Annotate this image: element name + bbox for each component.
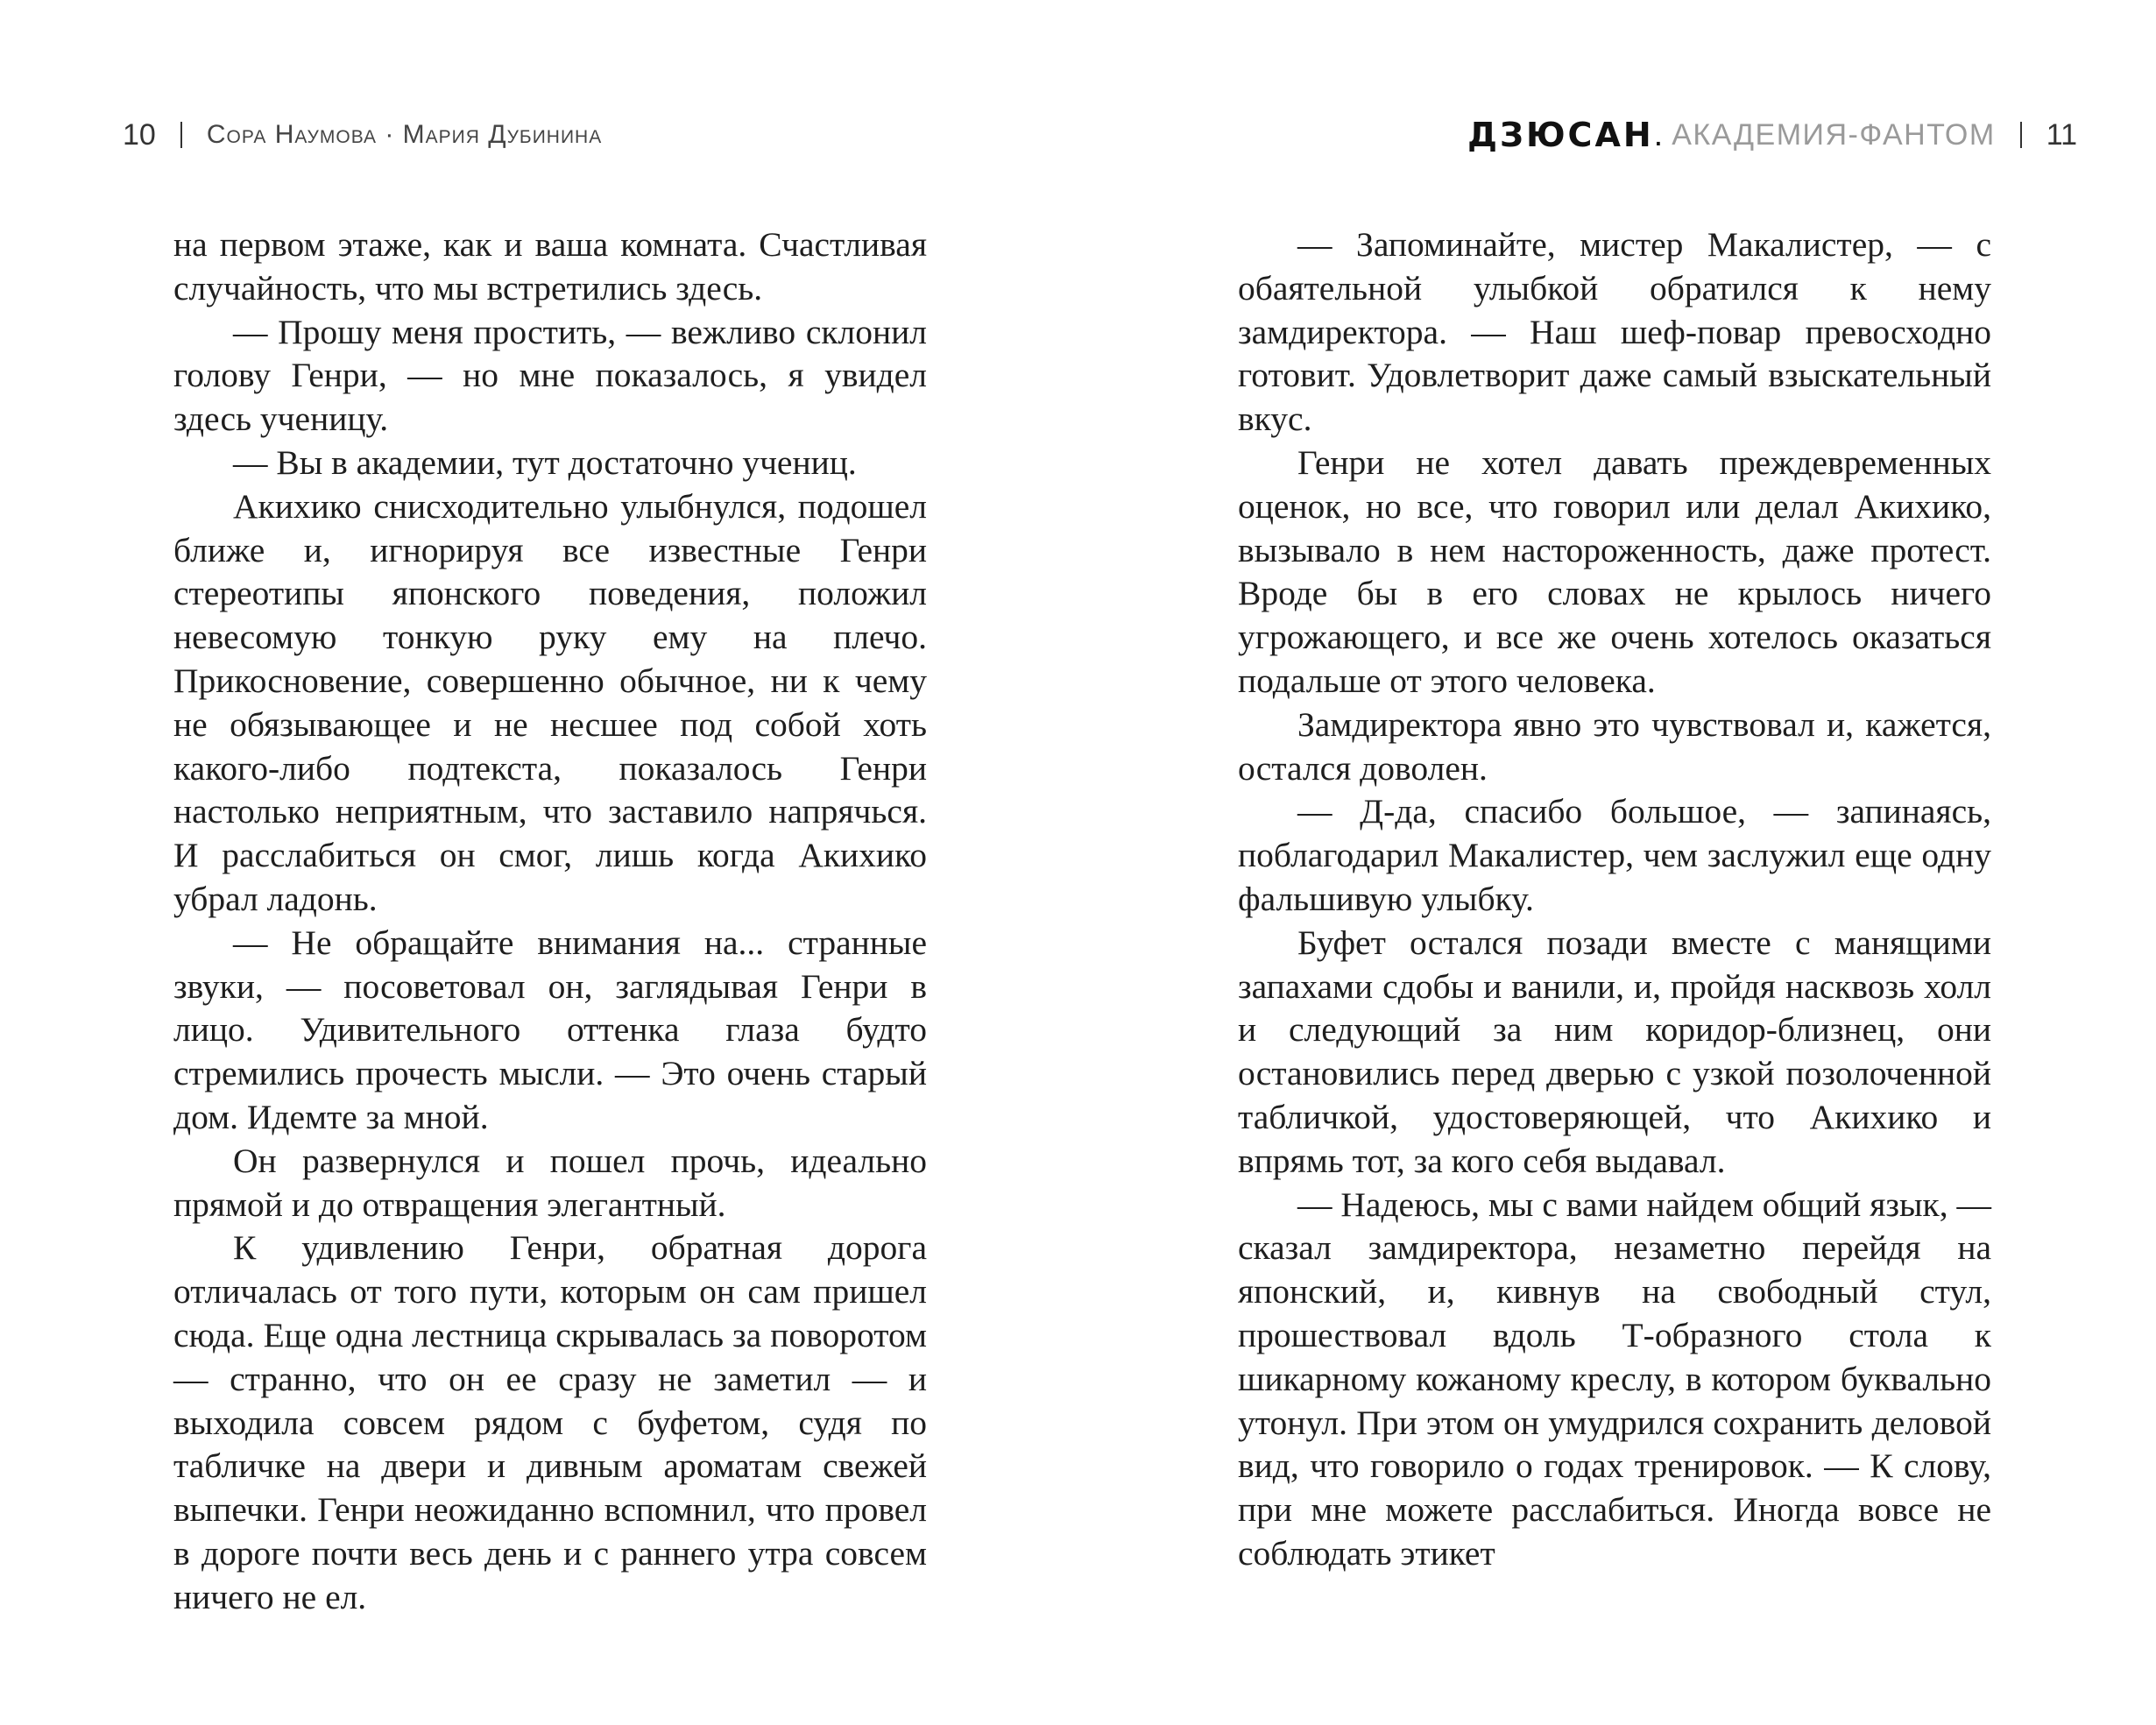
paragraph: — Д-да, спасибо большое, — запинаясь, поблагодарил Макалистер, чем заслужил еще одну фальшивую улыбку.	[1238, 792, 1991, 918]
page-number: 11	[2046, 117, 2077, 152]
paragraph: на первом этаже, как и ваша комната. Счастливая случайность, что мы встретились здесь.	[173, 225, 927, 308]
paragraph: К удивлению Генри, обратная дорога отличалась от того пути, которым он сам пришел сюда. Еще одна лестница скрывалась за поворотом — странно, что он ее сразу не заметил — и выходила совсем рядом с буфетом, судя по табличке на двери и дивным ароматам свежей выпечки. Генри неожиданно вспомнил, что провел в дороге почти весь день и с раннего утра совсем ничего не ел.	[173, 1228, 927, 1616]
book-title: ДЗЮСАН	[1467, 116, 1654, 154]
paragraph: — Вы в академии, тут достаточно учениц.	[233, 442, 857, 482]
paragraph: Акихико снисходительно улыбнулся, подошел ближе и, игнорируя все известные Генри стереотипы японского поведения, положил невесомую тонкую руку ему на плечо. Прикосновение, совершенно обычное, ни к чему не обязывающее и не несшее под собой хоть какого-либо подтекста, показалось Генри настолько неприятным, что заставило напрячься. И расслабиться он смог, лишь когда Акихико убрал ладонь.	[173, 486, 927, 918]
paragraph: — Не обращайте внимания на... странные звуки, — посоветовал он, заглядывая Генри в лицо. Удивительного оттенка глаза будто стремились прочесть мысли. — Это очень старый дом. Идемте за мной.	[173, 923, 927, 1136]
page-number: 10	[123, 117, 156, 152]
paragraph: Замдиректора явно это чувствовал и, кажется, остался доволен.	[1238, 704, 1991, 788]
separator	[180, 122, 182, 148]
paragraph: Буфет остался позади вместе с манящими запахами сдобы и ванили, и, пройдя насквозь холл и следующий за ним коридор-близнец, они остановились перед дверью с узкой позолоченной табличкой, удостоверяющей, что Акихико и впрямь тот, за кого себя выдавал.	[1238, 923, 1991, 1180]
paragraph: — Надеюсь, мы с вами найдем общий язык, — сказал замдиректора, незаметно перейдя на японский, и, кивнув на свободный стул, прошествовал вдоль Т-образного стола к шикарному кожаному креслу, в котором буквально утонул. При этом он умудрился сохранить деловой вид, что говорило о годах тренировок. — К слову, при мне можете расслабиться. Иногда вовсе не соблюдать этикет	[1238, 1184, 1991, 1573]
title-dot: .	[1653, 116, 1664, 153]
paragraph: — Прошу меня простить, — вежливо склонил голову Генри, — но мне показалось, я увидел здесь ученицу.	[173, 312, 927, 439]
paragraph: Генри не хотел давать преждевременных оценок, но все, что говорил или делал Акихико, вызывало в нем настороженность, даже протест. Вроде бы в его словах не крылось ничего угрожающего, и все же очень хотелось оказаться подальше от этого человека.	[1238, 442, 1991, 700]
body-text	[173, 223, 927, 1620]
paragraph: Он развернулся и пошел прочь, идеально прямой и до отвращения элегантный.	[173, 1141, 927, 1224]
paragraph: — Запоминайте, мистер Макалистер, — с обаятельной улыбкой обратился к нему замдиректора. — Наш шеф-повар превосходно готовит. Удовлетворит даже самый взыскательный вкус.	[1238, 225, 1991, 439]
right-page	[1078, 0, 2156, 1725]
body-text	[1238, 223, 1991, 1576]
running-head-right	[1467, 114, 2077, 156]
authors: Сора Наумова · Мария Дубинина	[206, 120, 603, 149]
running-head-left	[123, 114, 602, 156]
book-subtitle: АКАДЕМИЯ-ФАНТОМ	[1672, 117, 1996, 152]
separator	[2020, 122, 2022, 148]
